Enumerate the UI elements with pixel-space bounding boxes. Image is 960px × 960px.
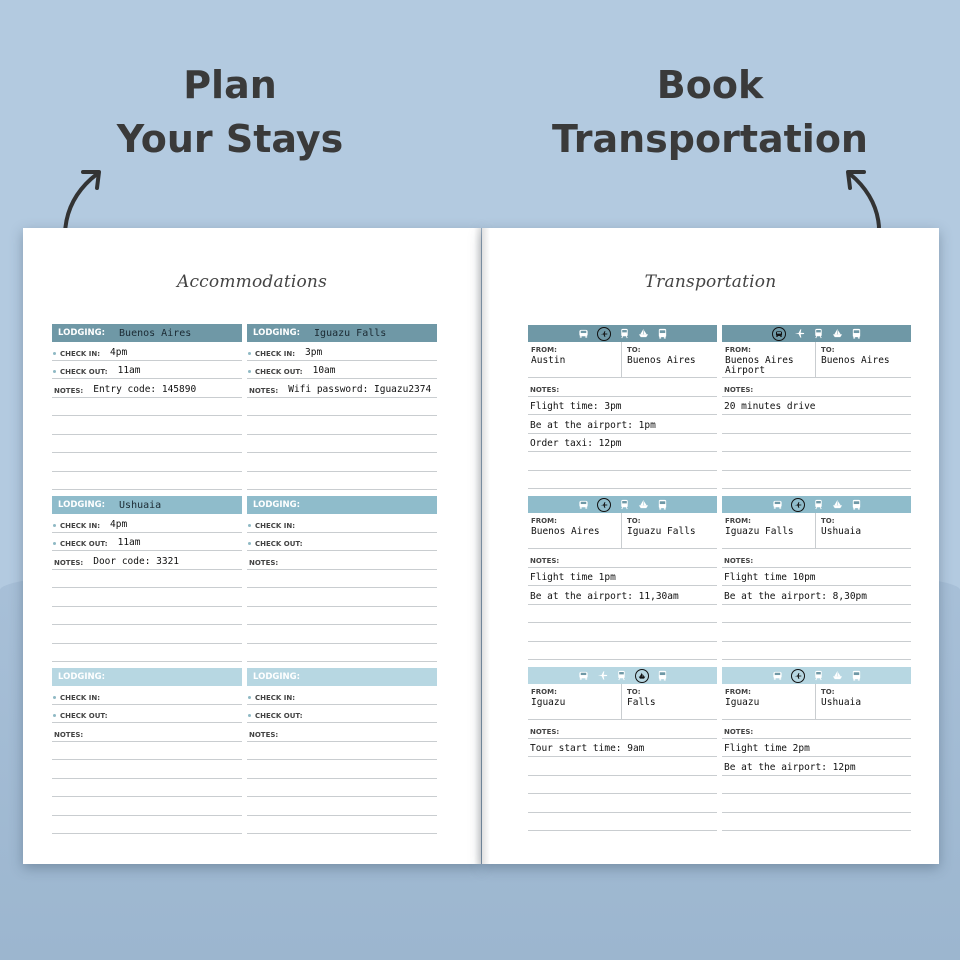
from-label: FROM: xyxy=(531,517,557,525)
blank-note-line[interactable] xyxy=(52,453,242,472)
lodging-label: LODGING: xyxy=(58,500,106,510)
check-out-row xyxy=(247,533,437,552)
blank-note-line[interactable] xyxy=(52,742,242,761)
check-out-label: CHECK OUT: xyxy=(255,540,303,548)
to-label: TO: xyxy=(821,517,835,525)
check-out-row xyxy=(52,533,242,552)
check-out-label: CHECK OUT: xyxy=(255,368,303,376)
from-label: FROM: xyxy=(531,688,557,696)
lodging-label: LODGING: xyxy=(58,672,106,682)
notes-label: NOTES: xyxy=(722,720,911,739)
lodging-label: LODGING: xyxy=(58,328,106,338)
note-line[interactable]: Flight time 10pm xyxy=(722,568,911,587)
notes-label: NOTES: xyxy=(54,386,84,395)
from-cell[interactable] xyxy=(528,342,621,377)
blank-note-line[interactable] xyxy=(52,779,242,798)
bullet-dot-icon xyxy=(248,696,251,699)
note-line[interactable] xyxy=(722,415,911,434)
note-line[interactable]: Flight time: 3pm xyxy=(528,397,717,416)
transport-mode-bar xyxy=(722,325,911,342)
transport-card xyxy=(528,496,717,660)
from-cell[interactable] xyxy=(528,684,621,719)
check-out-row xyxy=(247,361,437,380)
note-line[interactable]: 20 minutes drive xyxy=(722,397,911,416)
train-icon[interactable] xyxy=(813,328,824,339)
to-cell[interactable] xyxy=(621,684,717,719)
notes-value[interactable]: Door code: 3321 xyxy=(93,555,180,567)
note-line[interactable] xyxy=(722,813,911,832)
transport-card xyxy=(722,667,911,831)
bullet-dot-icon xyxy=(248,352,251,355)
check-in-label: CHECK IN: xyxy=(60,521,101,530)
blank-note-line[interactable] xyxy=(247,607,437,626)
notes-row xyxy=(247,723,437,742)
bus-icon[interactable] xyxy=(851,499,862,510)
transport-card xyxy=(722,496,911,660)
lodging-header xyxy=(247,324,437,342)
notes-row xyxy=(52,551,242,570)
lodging-label: LODGING: xyxy=(253,328,301,338)
notes-value[interactable]: Wifi password: Iguazu2374 xyxy=(288,383,432,395)
blank-note-line[interactable] xyxy=(52,570,242,589)
check-out-row xyxy=(52,705,242,724)
note-line[interactable] xyxy=(528,605,717,624)
plane-icon[interactable] xyxy=(791,669,805,683)
from-cell[interactable] xyxy=(528,513,621,548)
blank-note-line[interactable] xyxy=(52,644,242,663)
blank-note-line[interactable] xyxy=(247,435,437,454)
car-icon[interactable] xyxy=(772,670,783,681)
note-line[interactable] xyxy=(722,794,911,813)
page-title: Transportation xyxy=(644,272,777,292)
note-line[interactable] xyxy=(722,623,911,642)
notes-value[interactable]: Entry code: 145890 xyxy=(93,383,197,395)
blank-note-line[interactable] xyxy=(247,588,437,607)
blank-note-line[interactable] xyxy=(52,797,242,816)
to-label: TO: xyxy=(627,517,641,525)
transportation-page xyxy=(482,228,939,864)
check-in-value[interactable]: 4pm xyxy=(110,518,128,530)
blank-note-line[interactable] xyxy=(247,797,437,816)
note-line[interactable]: Flight time 2pm xyxy=(722,739,911,758)
blank-note-line[interactable] xyxy=(247,398,437,417)
headline-line: Plan xyxy=(183,63,277,107)
blank-note-line[interactable] xyxy=(52,398,242,417)
notes-label: NOTES: xyxy=(722,549,911,568)
lodging-header xyxy=(52,496,242,514)
note-line[interactable] xyxy=(722,452,911,471)
train-icon[interactable] xyxy=(619,499,630,510)
check-in-row xyxy=(247,342,437,361)
bullet-dot-icon xyxy=(248,542,251,545)
check-in-label: CHECK IN: xyxy=(255,521,296,530)
from-cell[interactable] xyxy=(722,513,815,548)
blank-note-line[interactable] xyxy=(52,588,242,607)
check-in-label: CHECK IN: xyxy=(255,693,296,702)
to-label: TO: xyxy=(627,688,641,696)
notes-label: NOTES: xyxy=(54,558,84,567)
note-line[interactable] xyxy=(722,471,911,490)
boat-icon[interactable] xyxy=(832,670,843,681)
note-line[interactable] xyxy=(722,776,911,795)
lodging-header xyxy=(52,668,242,686)
bus-icon[interactable] xyxy=(851,670,862,681)
blank-note-line[interactable] xyxy=(247,779,437,798)
transport-mode-bar xyxy=(722,496,911,513)
from-value: Iguazu xyxy=(725,697,760,708)
to-cell[interactable] xyxy=(621,513,717,548)
to-value: Ushuaia xyxy=(821,697,862,708)
notes-row xyxy=(247,379,437,398)
bus-icon[interactable] xyxy=(657,328,668,339)
note-line[interactable] xyxy=(722,605,911,624)
blank-note-line[interactable] xyxy=(247,816,437,835)
notes-label: NOTES: xyxy=(249,558,279,567)
lodging-header xyxy=(247,668,437,686)
bullet-dot-icon xyxy=(248,370,251,373)
note-line[interactable] xyxy=(528,813,717,832)
transport-mode-bar xyxy=(528,496,717,513)
boat-icon[interactable] xyxy=(832,328,843,339)
notes-row xyxy=(52,723,242,742)
from-value: Iguazu xyxy=(531,697,566,708)
from-label: FROM: xyxy=(725,517,751,525)
check-out-value[interactable]: 11am xyxy=(117,537,141,548)
car-icon[interactable] xyxy=(578,328,589,339)
notes-label: NOTES: xyxy=(722,378,911,397)
check-in-row xyxy=(247,514,437,533)
train-icon[interactable] xyxy=(616,670,627,681)
blank-note-line[interactable] xyxy=(52,416,242,435)
bus-icon[interactable] xyxy=(851,328,862,339)
notes-label: NOTES: xyxy=(528,378,717,397)
blank-note-line[interactable] xyxy=(247,742,437,761)
blank-note-line[interactable] xyxy=(52,607,242,626)
headline-book-transportation xyxy=(545,58,875,166)
from-value: Buenos Aires xyxy=(531,526,600,537)
from-to-row xyxy=(722,342,911,378)
note-line[interactable]: Order taxi: 12pm xyxy=(528,434,717,453)
to-cell[interactable] xyxy=(815,342,911,377)
headline-line: Transportation xyxy=(551,117,868,161)
note-line[interactable] xyxy=(528,452,717,471)
to-value: Buenos Aires xyxy=(627,355,696,366)
check-out-row xyxy=(247,705,437,724)
note-line[interactable]: Be at the airport: 1pm xyxy=(528,415,717,434)
boat-icon[interactable] xyxy=(635,669,649,683)
notes-label: NOTES: xyxy=(54,730,84,739)
lodging-card xyxy=(247,496,437,662)
lodging-value[interactable]: Ushuaia xyxy=(119,499,162,511)
lodging-card xyxy=(247,668,437,834)
bullet-dot-icon xyxy=(53,352,56,355)
transport-mode-bar xyxy=(528,325,717,342)
check-in-label: CHECK IN: xyxy=(60,349,101,358)
note-line[interactable] xyxy=(528,623,717,642)
from-cell[interactable] xyxy=(722,684,815,719)
notes-label: NOTES: xyxy=(249,730,279,739)
notes-label: NOTES: xyxy=(528,720,717,739)
boat-icon[interactable] xyxy=(832,499,843,510)
lodging-label: LODGING: xyxy=(253,500,301,510)
train-icon[interactable] xyxy=(619,328,630,339)
blank-note-line[interactable] xyxy=(247,570,437,589)
check-in-row xyxy=(52,514,242,533)
accommodations-page xyxy=(23,228,481,864)
note-line[interactable]: Be at the airport: 12pm xyxy=(722,757,911,776)
bus-icon[interactable] xyxy=(657,670,668,681)
check-in-label: CHECK IN: xyxy=(255,349,296,358)
lodging-card xyxy=(52,324,242,490)
check-in-row xyxy=(52,686,242,705)
blank-note-line[interactable] xyxy=(247,472,437,491)
to-cell[interactable] xyxy=(621,342,717,377)
note-line[interactable] xyxy=(528,471,717,490)
headline-plan-your-stays xyxy=(110,58,350,166)
check-in-value[interactable]: 3pm xyxy=(305,346,323,358)
check-in-value[interactable]: 4pm xyxy=(110,346,128,358)
bullet-dot-icon xyxy=(53,542,56,545)
headline-line: Your Stays xyxy=(116,117,344,161)
notes-row xyxy=(52,379,242,398)
lodging-header xyxy=(52,324,242,342)
headline-line: Book xyxy=(656,63,764,107)
bus-icon[interactable] xyxy=(657,499,668,510)
bullet-dot-icon xyxy=(53,524,56,527)
from-to-row xyxy=(528,342,717,378)
bullet-dot-icon xyxy=(248,524,251,527)
check-in-row xyxy=(247,686,437,705)
plane-icon[interactable] xyxy=(794,328,805,339)
from-value: Austin xyxy=(531,355,566,366)
from-to-row xyxy=(528,684,717,720)
blank-note-line[interactable] xyxy=(247,416,437,435)
transport-card xyxy=(722,325,911,489)
blank-note-line[interactable] xyxy=(247,453,437,472)
note-line[interactable] xyxy=(528,794,717,813)
bullet-dot-icon xyxy=(53,714,56,717)
from-to-row xyxy=(528,513,717,549)
to-cell[interactable] xyxy=(815,513,911,548)
car-icon[interactable] xyxy=(772,327,786,341)
to-label: TO: xyxy=(627,346,641,354)
note-line[interactable] xyxy=(722,642,911,661)
car-icon[interactable] xyxy=(578,670,589,681)
lodging-value[interactable]: Buenos Aires xyxy=(119,327,192,339)
blank-note-line[interactable] xyxy=(52,472,242,491)
blank-note-line[interactable] xyxy=(247,760,437,779)
note-line[interactable]: Flight time 1pm xyxy=(528,568,717,587)
train-icon[interactable] xyxy=(813,670,824,681)
notes-label: NOTES: xyxy=(249,386,279,395)
from-value: Buenos Aires Airport xyxy=(725,355,794,376)
transport-card xyxy=(528,667,717,831)
to-value: Ushuaia xyxy=(821,526,862,537)
check-out-value[interactable]: 10am xyxy=(312,365,336,376)
bullet-dot-icon xyxy=(53,696,56,699)
note-line[interactable] xyxy=(722,434,911,453)
car-icon[interactable] xyxy=(772,499,783,510)
note-line[interactable]: Be at the airport: 11,30am xyxy=(528,586,717,605)
check-out-value[interactable]: 11am xyxy=(117,365,141,376)
plane-icon[interactable] xyxy=(597,670,608,681)
notes-row xyxy=(247,551,437,570)
page-title: Accommodations xyxy=(176,272,328,292)
check-out-label: CHECK OUT: xyxy=(60,712,108,720)
notes-label: NOTES: xyxy=(528,549,717,568)
to-label: TO: xyxy=(821,688,835,696)
check-in-label: CHECK IN: xyxy=(60,693,101,702)
note-line[interactable] xyxy=(528,757,717,776)
from-value: Iguazu Falls xyxy=(725,526,794,537)
lodging-card xyxy=(52,668,242,834)
lodging-header xyxy=(247,496,437,514)
bullet-dot-icon xyxy=(248,714,251,717)
lodging-card xyxy=(52,496,242,662)
blank-note-line[interactable] xyxy=(52,760,242,779)
transport-card xyxy=(528,325,717,489)
book-spine xyxy=(474,228,490,864)
lodging-card xyxy=(247,324,437,490)
check-out-label: CHECK OUT: xyxy=(255,712,303,720)
check-in-row xyxy=(52,342,242,361)
from-label: FROM: xyxy=(531,346,557,354)
from-cell[interactable] xyxy=(722,342,815,377)
transport-mode-bar xyxy=(722,667,911,684)
from-label: FROM: xyxy=(725,346,751,354)
plane-icon[interactable] xyxy=(791,498,805,512)
check-out-label: CHECK OUT: xyxy=(60,540,108,548)
note-line[interactable] xyxy=(528,776,717,795)
to-cell[interactable] xyxy=(815,684,911,719)
blank-note-line[interactable] xyxy=(247,625,437,644)
check-out-label: CHECK OUT: xyxy=(60,368,108,376)
note-line[interactable]: Be at the airport: 8,30pm xyxy=(722,586,911,605)
from-label: FROM: xyxy=(725,688,751,696)
transport-mode-bar xyxy=(528,667,717,684)
plane-icon[interactable] xyxy=(597,498,611,512)
note-line[interactable]: Tour start time: 9am xyxy=(528,739,717,758)
to-label: TO: xyxy=(821,346,835,354)
boat-icon[interactable] xyxy=(638,328,649,339)
blank-note-line[interactable] xyxy=(52,625,242,644)
car-icon[interactable] xyxy=(578,499,589,510)
to-value: Buenos Aires xyxy=(821,355,890,366)
from-to-row xyxy=(722,513,911,549)
blank-note-line[interactable] xyxy=(247,644,437,663)
to-value: Falls xyxy=(627,697,656,708)
lodging-value[interactable]: Iguazu Falls xyxy=(314,327,387,339)
blank-note-line[interactable] xyxy=(52,816,242,835)
plane-icon[interactable] xyxy=(597,327,611,341)
check-out-row xyxy=(52,361,242,380)
note-line[interactable] xyxy=(528,642,717,661)
bullet-dot-icon xyxy=(53,370,56,373)
lodging-label: LODGING: xyxy=(253,672,301,682)
blank-note-line[interactable] xyxy=(52,435,242,454)
boat-icon[interactable] xyxy=(638,499,649,510)
train-icon[interactable] xyxy=(813,499,824,510)
to-value: Iguazu Falls xyxy=(627,526,696,537)
from-to-row xyxy=(722,684,911,720)
